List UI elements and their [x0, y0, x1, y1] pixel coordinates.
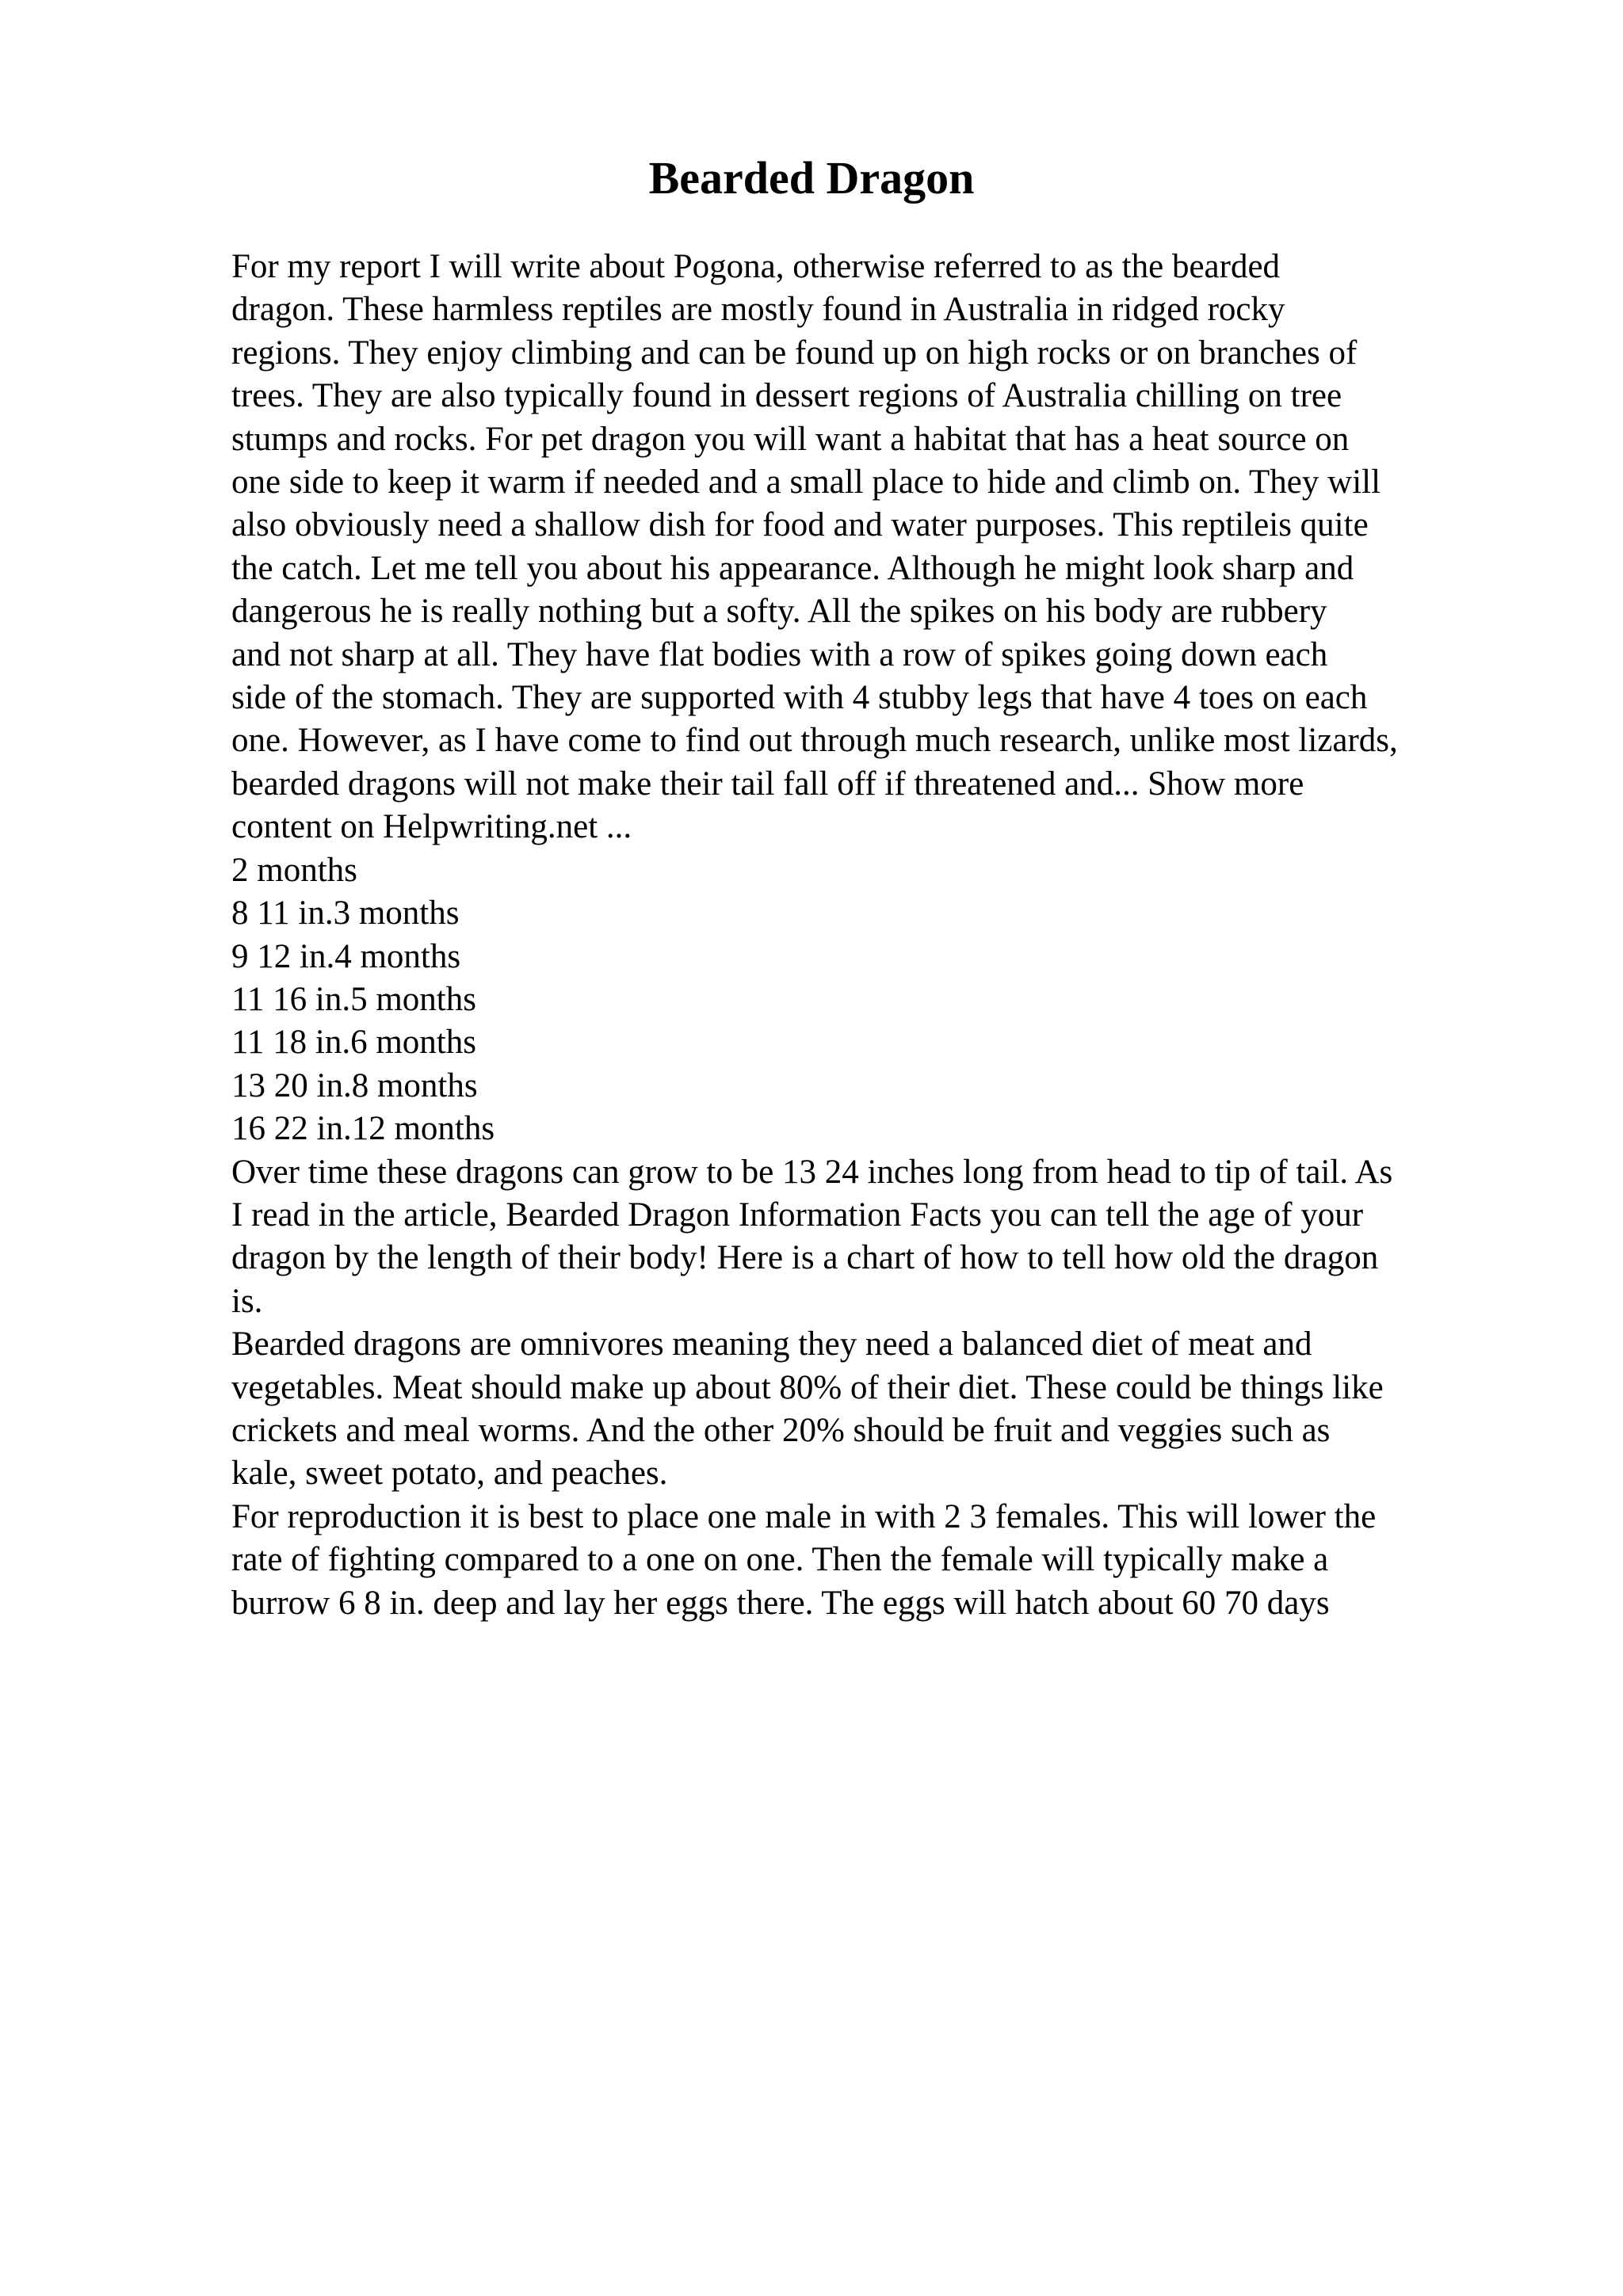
age-chart-line: 16 22 in.12 months: [231, 1110, 495, 1148]
text-line: also obviously need a shallow dish for food and water purposes. This reptileis quite: [231, 506, 1369, 544]
age-chart-line: 9 12 in.4 months: [231, 937, 461, 975]
age-chart-line: 11 18 in.6 months: [231, 1024, 476, 1062]
page-title: Bearded Dragon: [648, 152, 975, 204]
text-line: kale, sweet potato, and peaches.: [231, 1455, 668, 1493]
text-line: dangerous he is really nothing but a softy. All the spikes on his body are rubbery: [231, 593, 1327, 631]
text-line: crickets and meal worms. And the other 20% should be fruit and veggies such as: [231, 1411, 1331, 1449]
text-line: stumps and rocks. For pet dragon you will want a habitat that has a heat source on: [231, 420, 1350, 458]
text-line: one. However, as I have come to find out through much research, unlike most lizards,: [231, 722, 1398, 760]
age-chart-line: 11 16 in.5 months: [231, 980, 476, 1018]
text-line: trees. They are also typically found in dessert regions of Australia chilling on tree: [231, 377, 1342, 415]
age-chart-line: 13 20 in.8 months: [231, 1066, 478, 1104]
age-chart-line: 2 months: [231, 851, 357, 889]
text-line: I read in the article, Bearded Dragon Information Facts you can tell the age of your: [231, 1196, 1364, 1234]
text-line: burrow 6 8 in. deep and lay her eggs there. The eggs will hatch about 60 70 days: [231, 1584, 1330, 1622]
text-line: and not sharp at all. They have flat bodies with a row of spikes going down each: [231, 635, 1328, 673]
text-line: dragon. These harmless reptiles are mostly found in Australia in ridged rocky: [231, 291, 1285, 329]
text-line: regions. They enjoy climbing and can be found up on high rocks or on branches of: [231, 334, 1358, 372]
text-line: the catch. Let me tell you about his appearance. Although he might look sharp and: [231, 549, 1354, 587]
age-chart-line: 8 11 in.3 months: [231, 894, 460, 933]
text-line: dragon by the length of their body! Here is a chart of how to tell how old the dragon: [231, 1239, 1379, 1277]
text-line: one side to keep it warm if needed and a small place to hide and climb on. They will: [231, 463, 1381, 502]
text-line: For my report I will write about Pogona, otherwise referred to as the bearded: [231, 248, 1281, 285]
text-line: Bearded dragons are omnivores meaning they need a balanced diet of meat and: [231, 1325, 1312, 1363]
text-line: Over time these dragons can grow to be 13 24 inches long from head to tip of tail. As: [231, 1153, 1393, 1191]
text-line: bearded dragons will not make their tail fall off if threatened and... Show more: [231, 765, 1304, 803]
text-line: For reproduction it is best to place one male in with 2 3 females. This will lower the: [231, 1497, 1377, 1535]
document-body: [231, 246, 1515, 1625]
text-line: is.: [231, 1282, 263, 1320]
text-line: vegetables. Meat should make up about 80% of their diet. These could be things like: [231, 1368, 1384, 1406]
text-line: content on Helpwriting.net ...: [231, 808, 632, 846]
text-line: rate of fighting compared to a one on one. Then the female will typically make a: [231, 1541, 1329, 1579]
text-line: side of the stomach. They are supported with 4 stubby legs that have 4 toes on each: [231, 679, 1368, 717]
